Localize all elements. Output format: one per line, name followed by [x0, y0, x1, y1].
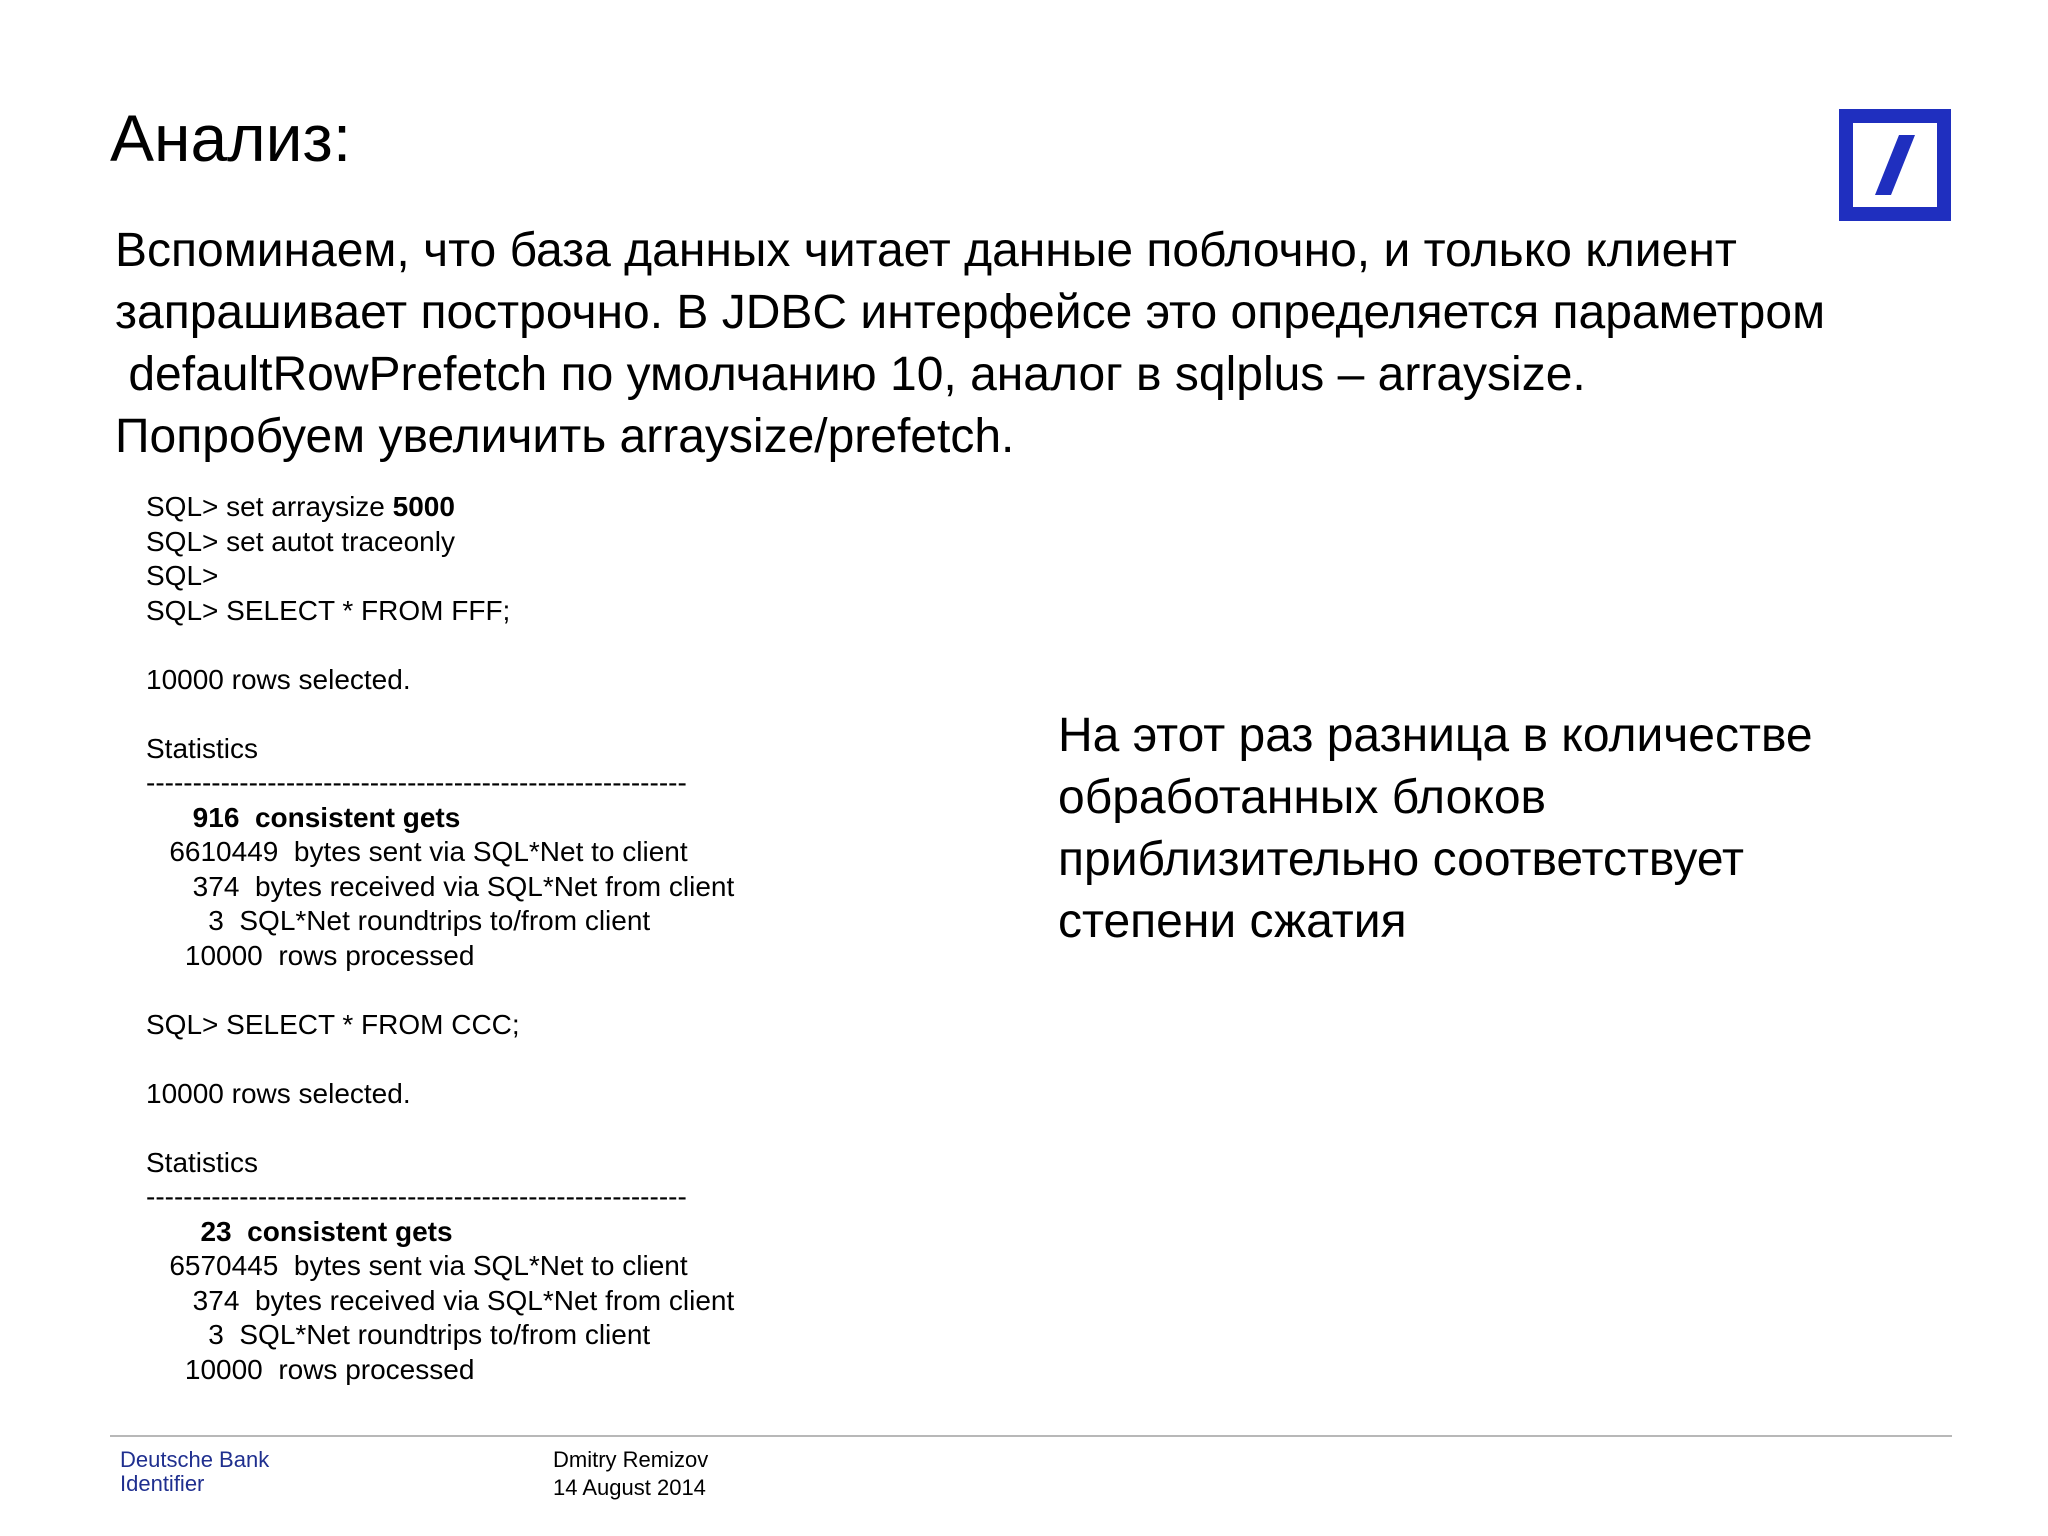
brand-identifier: Identifier [120, 1471, 205, 1496]
intro-line: Вспоминаем, что база данных читает данные поблочно, и только клиент [115, 224, 1737, 277]
code-line: ---------------------------------------------------------- [146, 1181, 687, 1212]
code-line [146, 697, 734, 732]
code-line: 374 bytes received via SQL*Net from client [146, 870, 735, 902]
code-line: 6570445 bytes sent via SQL*Net to client [146, 1250, 688, 1281]
code-line: 10000 rows processed [146, 939, 475, 971]
sqlplus-output [146, 490, 734, 1387]
arraysize-value: 5000 [392, 491, 455, 522]
footer-divider [110, 1435, 1952, 1437]
intro-line: defaultRowPrefetch по умолчанию 10, аналог в sqlplus – arraysize. [115, 348, 1586, 401]
brand-name: Deutsche Bank [120, 1447, 270, 1472]
note-line: На этот раз разница в количестве [1058, 709, 1813, 762]
code-line: 3 SQL*Net roundtrips to/from client [146, 1319, 651, 1350]
code-line: Statistics [146, 732, 259, 764]
code-line: SQL> [146, 560, 219, 591]
note-line: приблизительно соответствует [1058, 833, 1744, 886]
intro-line: Попробуем увеличить arraysize/prefetch. [115, 410, 1015, 463]
code-line [146, 628, 734, 663]
code-line [146, 1111, 734, 1146]
code-line: SQL> set autot traceonly [146, 525, 455, 557]
code-line [146, 1042, 734, 1077]
note-line: степени сжатия [1058, 895, 1407, 948]
footer-brand [120, 1448, 269, 1496]
code-line: 6610449 bytes sent via SQL*Net to client [146, 836, 688, 867]
footer-author-date [553, 1446, 708, 1502]
presentation-date: 14 August 2014 [553, 1475, 706, 1500]
code-line: 374 bytes received via SQL*Net from client [146, 1284, 735, 1316]
intro-line: запрашивает построчно. В JDBC интерфейсе это определяется параметром [115, 286, 1826, 339]
code-line [146, 801, 734, 836]
consistent-gets-fff: 916 consistent gets [146, 801, 461, 833]
note-line: обработанных блоков [1058, 771, 1547, 824]
intro-paragraph [115, 220, 2015, 468]
code-line: 10000 rows selected. [146, 663, 411, 695]
code-line: 10000 rows selected. [146, 1077, 411, 1109]
code-line [146, 1215, 734, 1250]
code-line: Statistics [146, 1146, 259, 1178]
code-line: SQL> SELECT * FROM FFF; [146, 594, 511, 626]
code-line [146, 973, 734, 1008]
code-line: SQL> set arraysize 5000 [146, 491, 455, 522]
code-line: 10000 rows processed [146, 1353, 475, 1385]
code-line: ---------------------------------------------------------- [146, 767, 687, 798]
author-name: Dmitry Remizov [553, 1447, 709, 1472]
code-line: 3 SQL*Net roundtrips to/from client [146, 905, 651, 936]
deutsche-bank-logo [1839, 109, 1951, 221]
consistent-gets-ccc: 23 consistent gets [146, 1215, 453, 1247]
conclusion-note [1058, 705, 1813, 953]
slide-title: Анализ: [110, 101, 352, 175]
code-line: SQL> SELECT * FROM CCC; [146, 1008, 520, 1040]
